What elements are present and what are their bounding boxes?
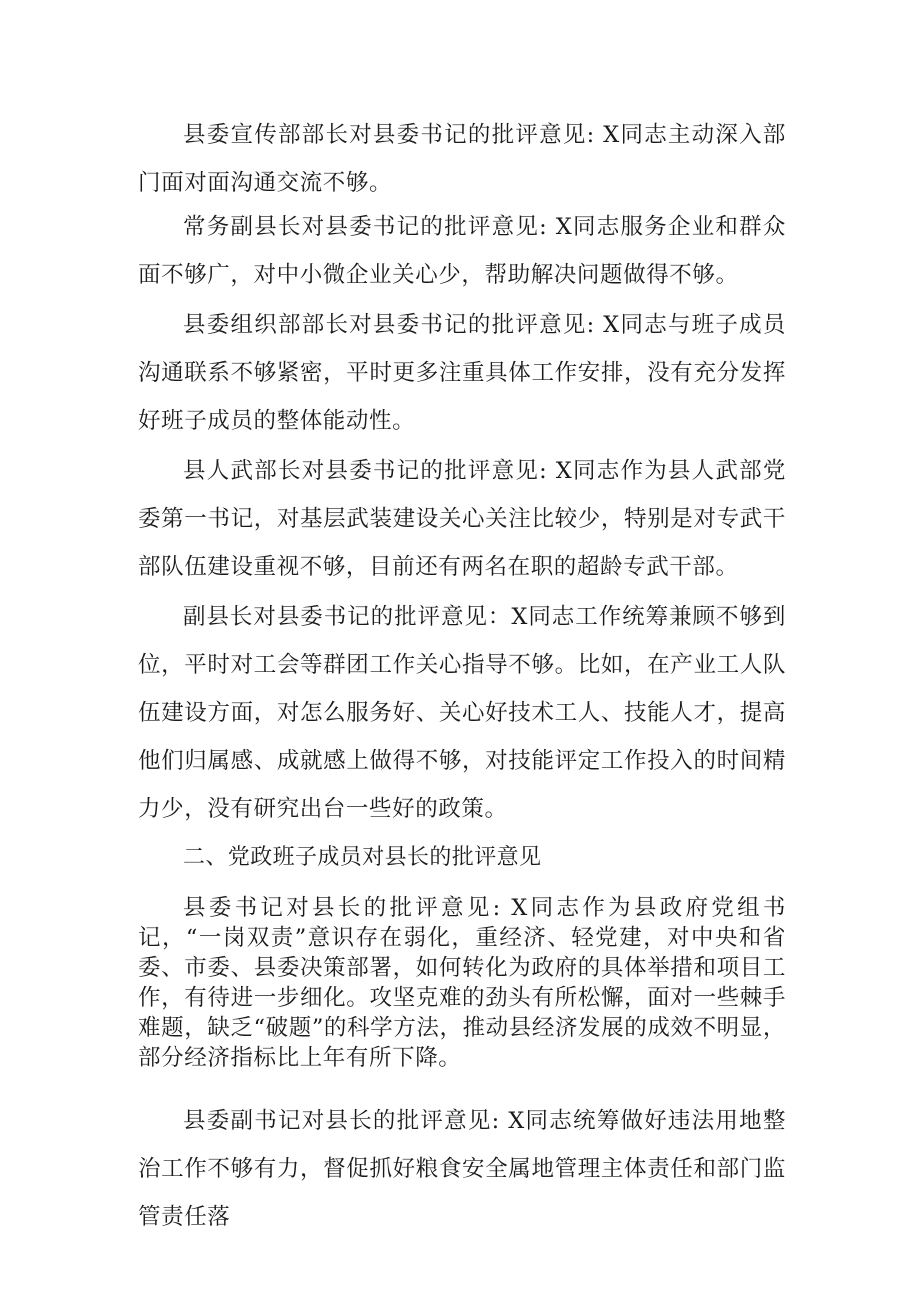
paragraph-deputy-county-head-critique: 副县长对县委书记的批评意见：X同志工作统筹兼顾不够到位，平时对工会等群团工作关心指导不够。比如，在产业工人队伍建设方面，对怎么服务好、关心好技术工人、技能人才，提高他们归属感、成就感上做得不够，对技能评定工作投入的时间精力少，没有研究出台一些好的政策。 bbox=[138, 604, 786, 822]
paragraph-party-secretary-critique-of-county-head: 县委书记对县长的批评意见: X同志作为县政府党组书记，“一岗双责”意识存在弱化，重经济、轻党建，对中央和省委、市委、县委决策部署，如何转化为政府的具体举措和项目工作，有待进一步细化。攻坚克难的劲头有所松懈，面对一些棘手难题，缺乏“破题”的科学方法，推动县经济发展的成效不明显，部分经济指标比上年有所下降。 bbox=[138, 895, 786, 1071]
section-heading: 二、党政班子成员对县长的批评意见 bbox=[183, 845, 542, 870]
paragraph-organization-minister-critique: 县委组织部部长对县委书记的批评意见: X同志与班子成员沟通联系不够紧密，平时更多注重具体工作安排，没有充分发挥好班子成员的整体能动性。 bbox=[138, 312, 786, 434]
paragraph-armed-forces-minister-critique: 县人武部长对县委书记的批评意见: X同志作为县人武部党委第一书记，对基层武装建设关心关注比较少，特别是对专武干部队伍建设重视不够，目前还有两名在职的超龄专武干部。 bbox=[138, 458, 786, 580]
paragraph-propaganda-minister-critique: 县委宣传部部长对县委书记的批评意见: X同志主动深入部门面对面沟通交流不够。 bbox=[138, 122, 786, 196]
paragraph-executive-deputy-county-head-critique: 常务副县长对县委书记的批评意见: X同志服务企业和群众面不够广，对中小微企业关心少，帮助解决问题做得不够。 bbox=[138, 214, 786, 288]
paragraph-deputy-party-secretary-critique-of-county-head: 县委副书记对县长的批评意见: X同志统筹做好违法用地整治工作不够有力，督促抓好粮食安全属地管理主体责任和部门监管责任落 bbox=[138, 1108, 786, 1230]
